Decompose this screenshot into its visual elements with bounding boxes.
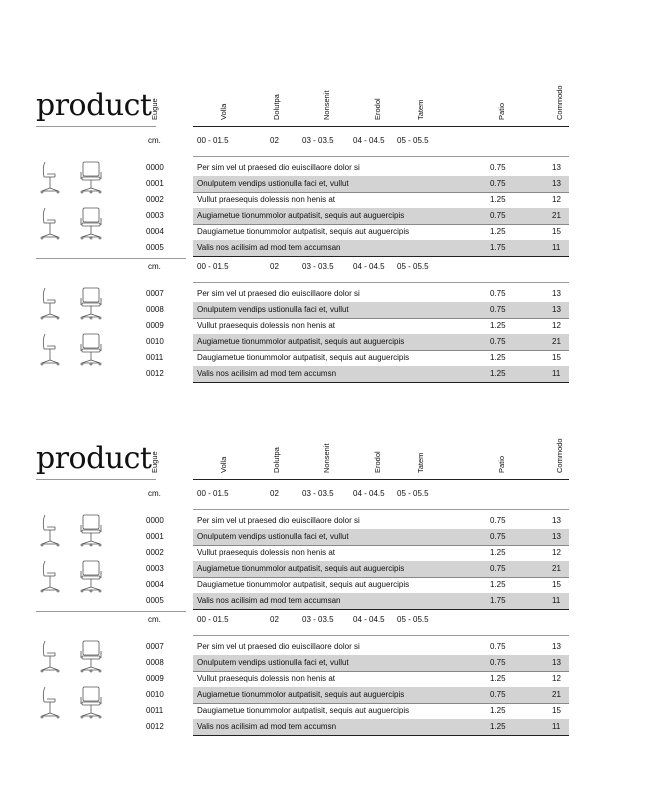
- unit-value: 03 - 03.5: [302, 615, 334, 624]
- group-end-rule: [193, 256, 569, 257]
- product-qty: 12: [552, 321, 561, 330]
- product-code: 0004: [146, 227, 164, 236]
- product-description: Daugiametue tionummolor autpatisit, sequis aut auguercipis: [197, 580, 410, 589]
- product-code: 0003: [146, 211, 164, 220]
- chair-front-icon: [78, 160, 104, 201]
- product-code: 0008: [146, 658, 164, 667]
- product-description: Valis nos acilisim ad mod tem accumsn: [197, 369, 337, 378]
- group-separator: [36, 258, 186, 259]
- product-description: Augiametue tionummolor autpatisit, sequis aut auguercipis: [197, 337, 405, 346]
- unit-label: cm.: [148, 136, 161, 145]
- unit-value: 03 - 03.5: [302, 136, 334, 145]
- product-description: Per sim vel ut praesed dio euiscillaore dolor si: [197, 642, 360, 651]
- product-qty: 21: [552, 337, 561, 346]
- chair-front-icon: [78, 513, 104, 554]
- product-code: 0001: [146, 532, 164, 541]
- product-price: 0.75: [490, 179, 506, 188]
- product-code: 0004: [146, 580, 164, 589]
- group-end-rule: [193, 382, 569, 383]
- column-header: Eugue: [150, 451, 159, 473]
- unit-label: cm.: [148, 262, 161, 271]
- product-qty: 12: [552, 674, 561, 683]
- unit-value: 02: [270, 615, 279, 624]
- product-price: 0.75: [490, 289, 506, 298]
- unit-value: 02: [270, 489, 279, 498]
- product-code: 0012: [146, 369, 164, 378]
- product-description: Per sim vel ut praesed dio euiscillaore dolor si: [197, 289, 360, 298]
- column-header: Dolutpa: [272, 447, 281, 473]
- chair-front-icon: [78, 206, 104, 247]
- product-qty: 13: [552, 163, 561, 172]
- product-qty: 13: [552, 532, 561, 541]
- product-description: Daugiametue tionummolor autpatisit, sequis aut auguercipis: [197, 706, 410, 715]
- product-code: 0007: [146, 289, 164, 298]
- column-header: Commodo: [555, 85, 564, 120]
- product-code: 0002: [146, 548, 164, 557]
- column-header: Volla: [219, 456, 228, 473]
- unit-rule: [193, 156, 569, 157]
- chair-side-icon: [38, 685, 64, 726]
- product-price: 0.75: [490, 690, 506, 699]
- unit-value: 05 - 05.5: [397, 136, 429, 145]
- chair-side-icon: [38, 286, 64, 327]
- product-qty: 12: [552, 548, 561, 557]
- product-description: Onulputem vendips ustionulla faci et, vullut: [197, 305, 349, 314]
- unit-value: 03 - 03.5: [302, 489, 334, 498]
- product-qty: 12: [552, 195, 561, 204]
- product-description: Valis nos acilisim ad mod tem accumsan: [197, 596, 341, 605]
- unit-rule: [193, 635, 569, 636]
- chair-front-icon: [78, 685, 104, 726]
- product-price: 0.75: [490, 211, 506, 220]
- unit-value: 03 - 03.5: [302, 262, 334, 271]
- unit-value: 04 - 04.5: [353, 136, 385, 145]
- product-qty: 15: [552, 353, 561, 362]
- column-header: Volla: [219, 103, 228, 120]
- product-qty: 15: [552, 580, 561, 589]
- column-header: Tatem: [416, 99, 425, 120]
- unit-rule: [193, 282, 569, 283]
- product-price: 0.75: [490, 516, 506, 525]
- product-code: 0010: [146, 337, 164, 346]
- product-qty: 11: [552, 243, 561, 252]
- chair-side-icon: [38, 206, 64, 247]
- product-qty: 21: [552, 564, 561, 573]
- product-price: 0.75: [490, 642, 506, 651]
- product-description: Daugiametue tionummolor autpatisit, sequis aut auguercipis: [197, 227, 410, 236]
- product-price: 1.25: [490, 722, 506, 731]
- product-qty: 21: [552, 211, 561, 220]
- product-price: 1.25: [490, 548, 506, 557]
- product-qty: 11: [552, 722, 561, 731]
- product-code: 0005: [146, 596, 164, 605]
- column-header: Nonsenit: [322, 443, 331, 473]
- product-description: Vullut praesequis dolessis non henis at: [197, 195, 336, 204]
- header-rule-thin: [36, 479, 156, 480]
- column-header: Eugue: [150, 98, 159, 120]
- product-title: product: [36, 441, 152, 476]
- product-code: 0011: [146, 353, 164, 362]
- product-qty: 21: [552, 690, 561, 699]
- product-qty: 13: [552, 516, 561, 525]
- chair-side-icon: [38, 559, 64, 600]
- unit-value: 02: [270, 262, 279, 271]
- product-code: 0002: [146, 195, 164, 204]
- product-qty: 13: [552, 289, 561, 298]
- product-qty: 13: [552, 642, 561, 651]
- chair-front-icon: [78, 559, 104, 600]
- catalog-block: [0, 85, 648, 428]
- product-qty: 11: [552, 369, 561, 378]
- group-separator: [36, 611, 186, 612]
- unit-value: 00 - 01.5: [197, 262, 229, 271]
- product-qty: 13: [552, 305, 561, 314]
- header-rule: [193, 479, 569, 480]
- product-description: Onulputem vendips ustionulla faci et, vullut: [197, 179, 349, 188]
- product-price: 1.25: [490, 706, 506, 715]
- header-rule: [193, 126, 569, 127]
- unit-value: 05 - 05.5: [397, 262, 429, 271]
- product-price: 1.75: [490, 596, 506, 605]
- product-price: 0.75: [490, 305, 506, 314]
- product-title: product: [36, 88, 152, 123]
- product-code: 0001: [146, 179, 164, 188]
- chair-front-icon: [78, 332, 104, 373]
- product-price: 1.25: [490, 369, 506, 378]
- group-end-rule: [193, 735, 569, 736]
- product-qty: 13: [552, 658, 561, 667]
- product-code: 0012: [146, 722, 164, 731]
- column-header: Erodol: [373, 98, 382, 120]
- product-price: 0.75: [490, 337, 506, 346]
- column-header: Commodo: [555, 438, 564, 473]
- product-description: Vullut praesequis dolessis non henis at: [197, 674, 336, 683]
- product-price: 0.75: [490, 658, 506, 667]
- product-description: Vullut praesequis dolessis non henis at: [197, 321, 336, 330]
- product-price: 1.25: [490, 353, 506, 362]
- product-description: Vullut praesequis dolessis non henis at: [197, 548, 336, 557]
- product-description: Valis nos acilisim ad mod tem accumsn: [197, 722, 337, 731]
- column-header: Patio: [497, 455, 506, 473]
- product-price: 0.75: [490, 163, 506, 172]
- group-end-rule: [193, 609, 569, 610]
- product-description: Per sim vel ut praesed dio euiscillaore dolor si: [197, 163, 360, 172]
- product-description: Augiametue tionummolor autpatisit, sequis aut auguercipis: [197, 564, 405, 573]
- product-price: 0.75: [490, 532, 506, 541]
- chair-side-icon: [38, 513, 64, 554]
- product-code: 0005: [146, 243, 164, 252]
- unit-rule: [193, 509, 569, 510]
- unit-value: 02: [270, 136, 279, 145]
- product-description: Augiametue tionummolor autpatisit, sequis aut auguercipis: [197, 690, 405, 699]
- product-code: 0009: [146, 321, 164, 330]
- unit-label: cm.: [148, 615, 161, 624]
- product-code: 0000: [146, 516, 164, 525]
- product-code: 0003: [146, 564, 164, 573]
- product-price: 1.25: [490, 321, 506, 330]
- header-rule-thin: [36, 126, 156, 127]
- product-price: 1.75: [490, 243, 506, 252]
- product-price: 0.75: [490, 564, 506, 573]
- product-price: 1.25: [490, 580, 506, 589]
- unit-label: cm.: [148, 489, 161, 498]
- product-code: 0008: [146, 305, 164, 314]
- unit-value: 00 - 01.5: [197, 615, 229, 624]
- product-description: Per sim vel ut praesed dio euiscillaore dolor si: [197, 516, 360, 525]
- unit-value: 00 - 01.5: [197, 489, 229, 498]
- product-description: Augiametue tionummolor autpatisit, sequis aut auguercipis: [197, 211, 405, 220]
- unit-value: 05 - 05.5: [397, 489, 429, 498]
- unit-value: 05 - 05.5: [397, 615, 429, 624]
- column-header: Erodol: [373, 451, 382, 473]
- product-qty: 15: [552, 227, 561, 236]
- product-qty: 15: [552, 706, 561, 715]
- product-code: 0011: [146, 706, 164, 715]
- product-price: 1.25: [490, 674, 506, 683]
- product-description: Onulputem vendips ustionulla faci et, vullut: [197, 532, 349, 541]
- product-code: 0007: [146, 642, 164, 651]
- product-price: 1.25: [490, 195, 506, 204]
- chair-front-icon: [78, 639, 104, 680]
- product-qty: 11: [552, 596, 561, 605]
- unit-value: 00 - 01.5: [197, 136, 229, 145]
- product-description: Onulputem vendips ustionulla faci et, vullut: [197, 658, 349, 667]
- chair-side-icon: [38, 160, 64, 201]
- catalog-block: [0, 438, 648, 781]
- chair-side-icon: [38, 639, 64, 680]
- chair-front-icon: [78, 286, 104, 327]
- unit-value: 04 - 04.5: [353, 615, 385, 624]
- column-header: Tatem: [416, 452, 425, 473]
- product-code: 0000: [146, 163, 164, 172]
- column-header: Dolutpa: [272, 94, 281, 120]
- unit-value: 04 - 04.5: [353, 262, 385, 271]
- chair-side-icon: [38, 332, 64, 373]
- product-description: Daugiametue tionummolor autpatisit, sequis aut auguercipis: [197, 353, 410, 362]
- column-header: Nonsenit: [322, 90, 331, 120]
- product-qty: 13: [552, 179, 561, 188]
- column-header: Patio: [497, 102, 506, 120]
- product-description: Valis nos acilisim ad mod tem accumsan: [197, 243, 341, 252]
- product-price: 1.25: [490, 227, 506, 236]
- product-code: 0010: [146, 690, 164, 699]
- unit-value: 04 - 04.5: [353, 489, 385, 498]
- product-code: 0009: [146, 674, 164, 683]
